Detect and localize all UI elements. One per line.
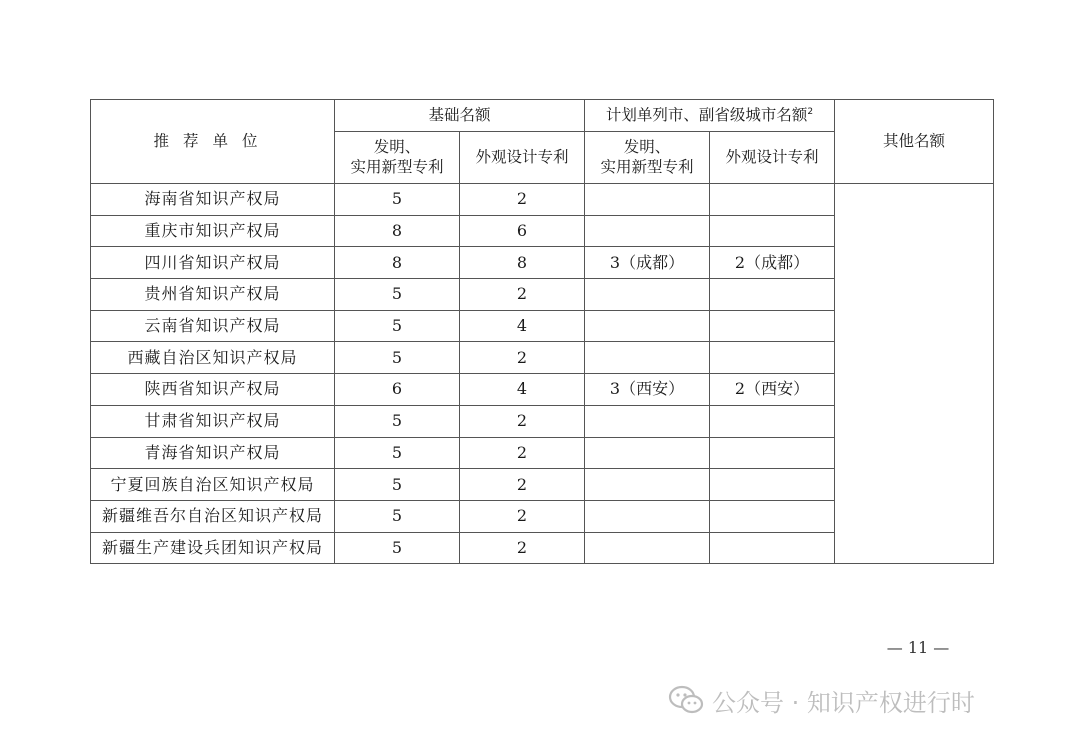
cell-unit: 甘肃省知识产权局: [91, 405, 335, 437]
cell-city-design: [710, 215, 835, 247]
header-city-quota: [585, 100, 835, 132]
cell-unit: 四川省知识产权局: [91, 247, 335, 279]
cell-unit: 青海省知识产权局: [91, 437, 335, 469]
cell-basic-design: 4: [460, 310, 585, 342]
header-city-quota-label: 计划单列市、副省级城市名额: [605, 105, 808, 124]
cell-city-invention: [585, 342, 710, 374]
cell-basic-invention: 5: [335, 342, 460, 374]
cell-basic-design: 8: [460, 247, 585, 279]
cell-city-design: [710, 184, 835, 216]
cell-basic-invention: 5: [335, 437, 460, 469]
cell-city-design: [710, 500, 835, 532]
cell-unit: 云南省知识产权局: [91, 310, 335, 342]
cell-city-design: 2（西安）: [710, 374, 835, 406]
header-unit: 推荐单位: [91, 100, 335, 184]
cell-city-invention: [585, 279, 710, 311]
cell-basic-design: 2: [460, 469, 585, 501]
cell-basic-invention: 5: [335, 405, 460, 437]
cell-city-design: [710, 279, 835, 311]
wechat-icon: [668, 685, 704, 715]
cell-basic-design: 2: [460, 279, 585, 311]
cell-unit: 宁夏回族自治区知识产权局: [91, 469, 335, 501]
cell-city-invention: [585, 532, 710, 564]
cell-basic-design: 2: [460, 342, 585, 374]
cell-basic-design: 2: [460, 500, 585, 532]
cell-unit: 新疆生产建设兵团知识产权局: [91, 532, 335, 564]
cell-city-invention: 3（西安）: [585, 374, 710, 406]
footnote-marker: 2: [807, 106, 814, 117]
cell-city-design: [710, 532, 835, 564]
cell-basic-invention: 8: [335, 215, 460, 247]
header-city-invention: 发明、 实用新型专利: [585, 132, 710, 184]
header-other-quota: 其他名额: [835, 100, 994, 184]
header-city-design: 外观设计专利: [710, 132, 835, 184]
cell-city-invention: [585, 215, 710, 247]
cell-city-invention: [585, 500, 710, 532]
cell-basic-design: 2: [460, 405, 585, 437]
cell-city-invention: 3（成都）: [585, 247, 710, 279]
cell-city-invention: [585, 310, 710, 342]
cell-unit: 重庆市知识产权局: [91, 215, 335, 247]
header-basic-invention: 发明、 实用新型专利: [335, 132, 460, 184]
cell-unit: 新疆维吾尔自治区知识产权局: [91, 500, 335, 532]
cell-unit: 西藏自治区知识产权局: [91, 342, 335, 374]
cell-city-design: [710, 437, 835, 469]
cell-unit: 陕西省知识产权局: [91, 374, 335, 406]
cell-basic-invention: 5: [335, 279, 460, 311]
cell-unit: 贵州省知识产权局: [91, 279, 335, 311]
cell-city-design: [710, 405, 835, 437]
quota-table: [90, 99, 994, 564]
header-basic-quota: 基础名额: [335, 100, 585, 132]
cell-city-design: [710, 342, 835, 374]
cell-basic-invention: 5: [335, 532, 460, 564]
cell-basic-invention: 5: [335, 500, 460, 532]
table-row: [91, 184, 994, 216]
header-basic-design: 外观设计专利: [460, 132, 585, 184]
page-number: — 11 —: [886, 638, 950, 657]
cell-basic-design: 6: [460, 215, 585, 247]
cell-basic-invention: 5: [335, 469, 460, 501]
cell-basic-design: 2: [460, 437, 585, 469]
cell-basic-invention: 8: [335, 247, 460, 279]
cell-basic-invention: 5: [335, 184, 460, 216]
cell-unit: 海南省知识产权局: [91, 184, 335, 216]
cell-city-invention: [585, 405, 710, 437]
cell-city-design: 2（成都）: [710, 247, 835, 279]
cell-city-invention: [585, 469, 710, 501]
cell-city-invention: [585, 437, 710, 469]
cell-basic-invention: 6: [335, 374, 460, 406]
cell-city-design: [710, 469, 835, 501]
cell-basic-design: 2: [460, 532, 585, 564]
watermark-text: 公众号 · 知识产权进行时: [712, 688, 975, 717]
watermark: [668, 682, 975, 718]
cell-other-quota: [835, 184, 994, 564]
cell-basic-design: 4: [460, 374, 585, 406]
cell-basic-invention: 5: [335, 310, 460, 342]
cell-city-invention: [585, 184, 710, 216]
cell-city-design: [710, 310, 835, 342]
cell-basic-design: 2: [460, 184, 585, 216]
